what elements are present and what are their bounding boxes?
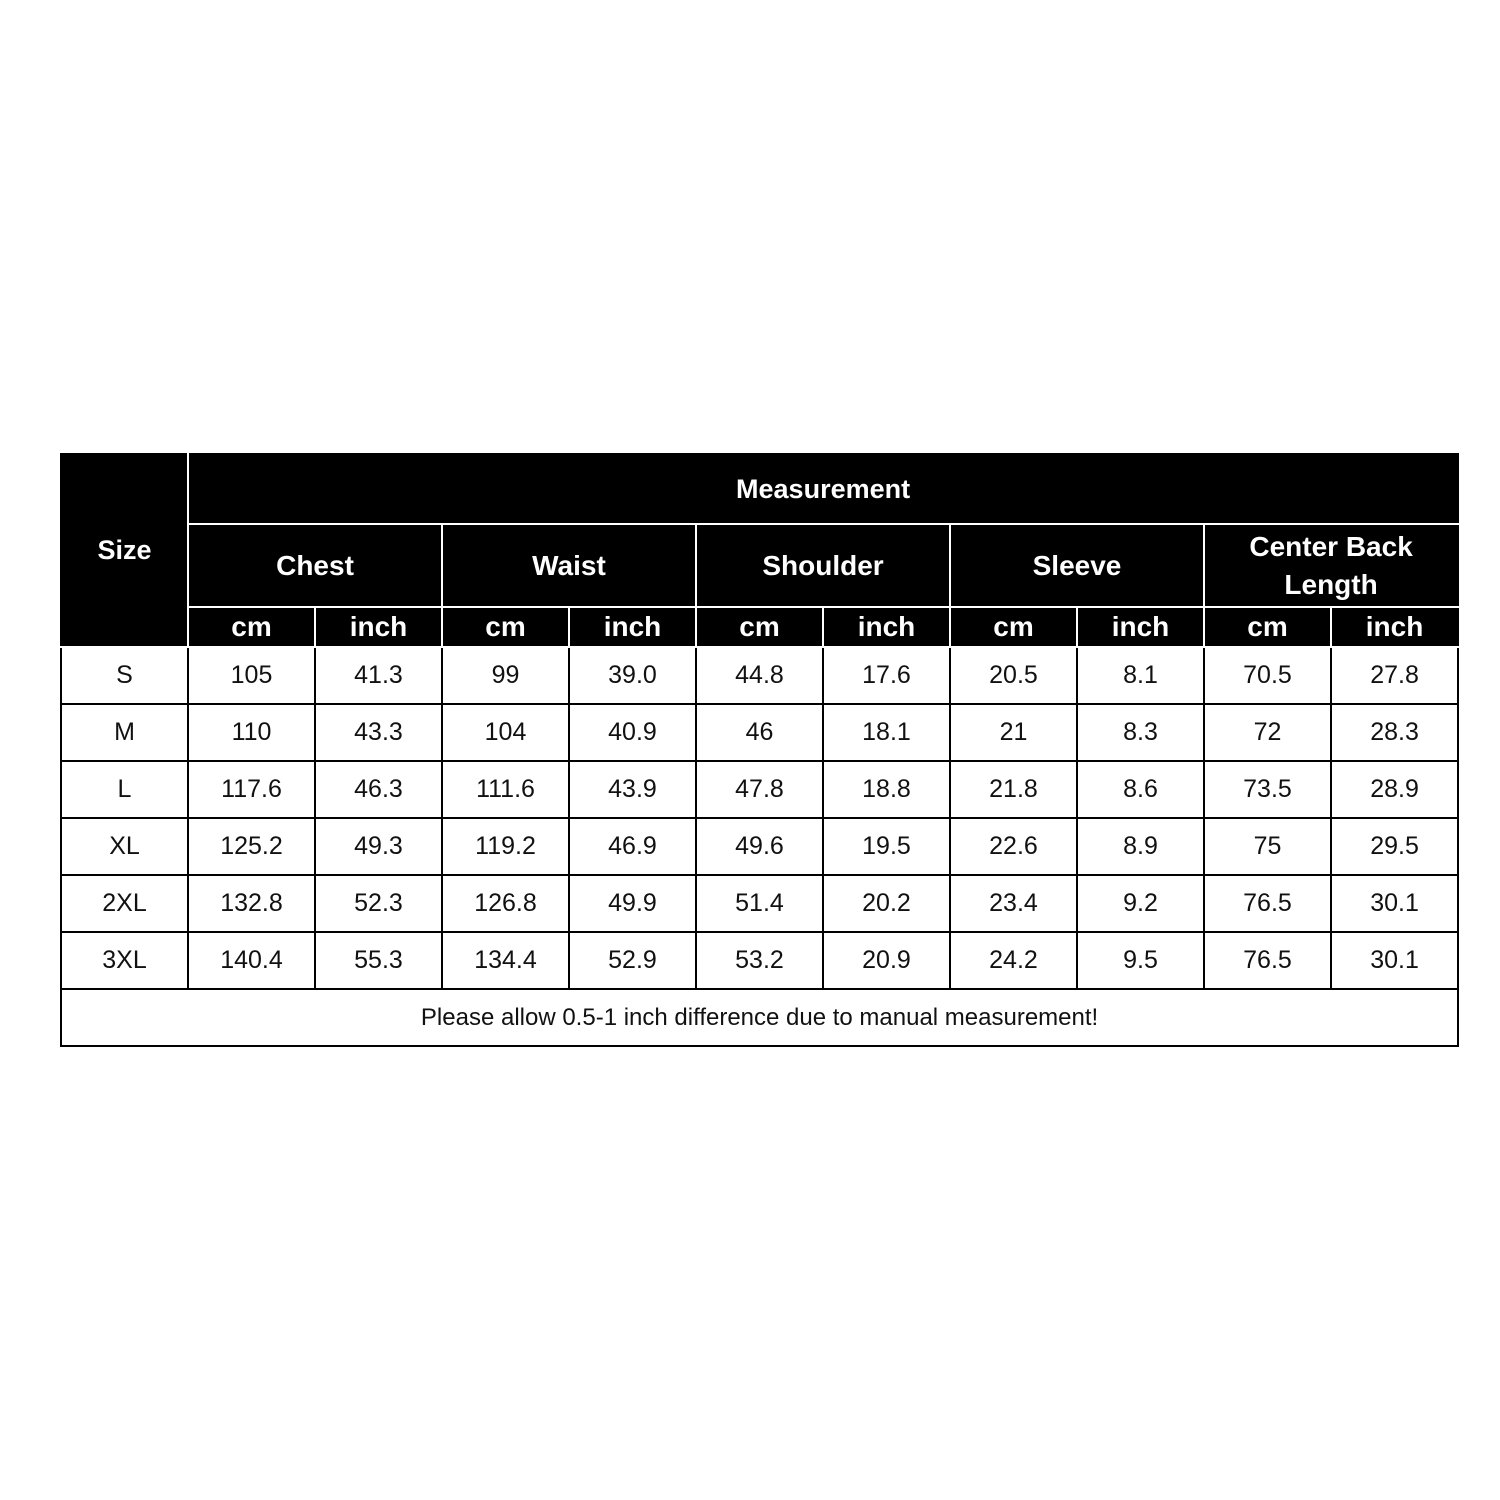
value-cell: 49.9 bbox=[569, 875, 696, 932]
value-cell: 8.3 bbox=[1077, 704, 1204, 761]
value-cell: 20.5 bbox=[950, 647, 1077, 704]
category-header-waist: Waist bbox=[442, 524, 696, 607]
value-cell: 126.8 bbox=[442, 875, 569, 932]
unit-header-inch: inch bbox=[1077, 607, 1204, 647]
value-cell: 105 bbox=[188, 647, 315, 704]
category-header-sleeve: Sleeve bbox=[950, 524, 1204, 607]
value-cell: 39.0 bbox=[569, 647, 696, 704]
value-cell: 41.3 bbox=[315, 647, 442, 704]
unit-header-inch: inch bbox=[315, 607, 442, 647]
value-cell: 40.9 bbox=[569, 704, 696, 761]
table-row bbox=[61, 761, 1458, 818]
value-cell: 30.1 bbox=[1331, 875, 1458, 932]
value-cell: 21.8 bbox=[950, 761, 1077, 818]
unit-header-cm: cm bbox=[188, 607, 315, 647]
value-cell: 43.9 bbox=[569, 761, 696, 818]
unit-header-inch: inch bbox=[823, 607, 950, 647]
table-row bbox=[61, 875, 1458, 932]
value-cell: 28.9 bbox=[1331, 761, 1458, 818]
value-cell: 28.3 bbox=[1331, 704, 1458, 761]
value-cell: 55.3 bbox=[315, 932, 442, 989]
table-row bbox=[61, 818, 1458, 875]
value-cell: 73.5 bbox=[1204, 761, 1331, 818]
value-cell: 9.2 bbox=[1077, 875, 1204, 932]
value-cell: 70.5 bbox=[1204, 647, 1331, 704]
measurement-header: Measurement bbox=[188, 454, 1458, 524]
header-row-categories bbox=[61, 524, 1458, 607]
value-cell: 140.4 bbox=[188, 932, 315, 989]
size-cell: XL bbox=[61, 818, 188, 875]
value-cell: 24.2 bbox=[950, 932, 1077, 989]
unit-header-cm: cm bbox=[1204, 607, 1331, 647]
value-cell: 125.2 bbox=[188, 818, 315, 875]
value-cell: 49.6 bbox=[696, 818, 823, 875]
value-cell: 76.5 bbox=[1204, 932, 1331, 989]
table-row bbox=[61, 932, 1458, 989]
value-cell: 111.6 bbox=[442, 761, 569, 818]
header-row-measurement bbox=[61, 454, 1458, 524]
value-cell: 75 bbox=[1204, 818, 1331, 875]
value-cell: 104 bbox=[442, 704, 569, 761]
value-cell: 46.3 bbox=[315, 761, 442, 818]
value-cell: 9.5 bbox=[1077, 932, 1204, 989]
value-cell: 43.3 bbox=[315, 704, 442, 761]
size-cell: S bbox=[61, 647, 188, 704]
value-cell: 132.8 bbox=[188, 875, 315, 932]
value-cell: 47.8 bbox=[696, 761, 823, 818]
value-cell: 53.2 bbox=[696, 932, 823, 989]
value-cell: 52.3 bbox=[315, 875, 442, 932]
value-cell: 117.6 bbox=[188, 761, 315, 818]
value-cell: 21 bbox=[950, 704, 1077, 761]
category-header-chest: Chest bbox=[188, 524, 442, 607]
value-cell: 30.1 bbox=[1331, 932, 1458, 989]
unit-header-cm: cm bbox=[696, 607, 823, 647]
size-cell: 2XL bbox=[61, 875, 188, 932]
value-cell: 52.9 bbox=[569, 932, 696, 989]
category-header-center-back-length: Center Back Length bbox=[1204, 524, 1458, 607]
size-chart-table bbox=[60, 453, 1459, 1047]
table-row bbox=[61, 704, 1458, 761]
value-cell: 44.8 bbox=[696, 647, 823, 704]
value-cell: 22.6 bbox=[950, 818, 1077, 875]
value-cell: 51.4 bbox=[696, 875, 823, 932]
value-cell: 49.3 bbox=[315, 818, 442, 875]
value-cell: 46.9 bbox=[569, 818, 696, 875]
value-cell: 134.4 bbox=[442, 932, 569, 989]
value-cell: 110 bbox=[188, 704, 315, 761]
value-cell: 46 bbox=[696, 704, 823, 761]
value-cell: 18.1 bbox=[823, 704, 950, 761]
unit-header-inch: inch bbox=[569, 607, 696, 647]
note-row bbox=[61, 989, 1458, 1046]
value-cell: 23.4 bbox=[950, 875, 1077, 932]
table-body bbox=[61, 647, 1458, 1046]
measurement-note: Please allow 0.5-1 inch difference due to manual measurement! bbox=[61, 989, 1458, 1046]
value-cell: 18.8 bbox=[823, 761, 950, 818]
value-cell: 72 bbox=[1204, 704, 1331, 761]
size-cell: 3XL bbox=[61, 932, 188, 989]
value-cell: 29.5 bbox=[1331, 818, 1458, 875]
size-header: Size bbox=[61, 454, 188, 647]
value-cell: 27.8 bbox=[1331, 647, 1458, 704]
value-cell: 20.9 bbox=[823, 932, 950, 989]
size-cell: M bbox=[61, 704, 188, 761]
category-header-shoulder: Shoulder bbox=[696, 524, 950, 607]
value-cell: 8.1 bbox=[1077, 647, 1204, 704]
size-cell: L bbox=[61, 761, 188, 818]
value-cell: 119.2 bbox=[442, 818, 569, 875]
value-cell: 99 bbox=[442, 647, 569, 704]
table-row bbox=[61, 647, 1458, 704]
value-cell: 17.6 bbox=[823, 647, 950, 704]
table-header bbox=[61, 454, 1458, 647]
unit-header-cm: cm bbox=[442, 607, 569, 647]
value-cell: 76.5 bbox=[1204, 875, 1331, 932]
value-cell: 19.5 bbox=[823, 818, 950, 875]
unit-header-inch: inch bbox=[1331, 607, 1458, 647]
value-cell: 8.6 bbox=[1077, 761, 1204, 818]
header-row-units bbox=[61, 607, 1458, 647]
value-cell: 20.2 bbox=[823, 875, 950, 932]
unit-header-cm: cm bbox=[950, 607, 1077, 647]
value-cell: 8.9 bbox=[1077, 818, 1204, 875]
